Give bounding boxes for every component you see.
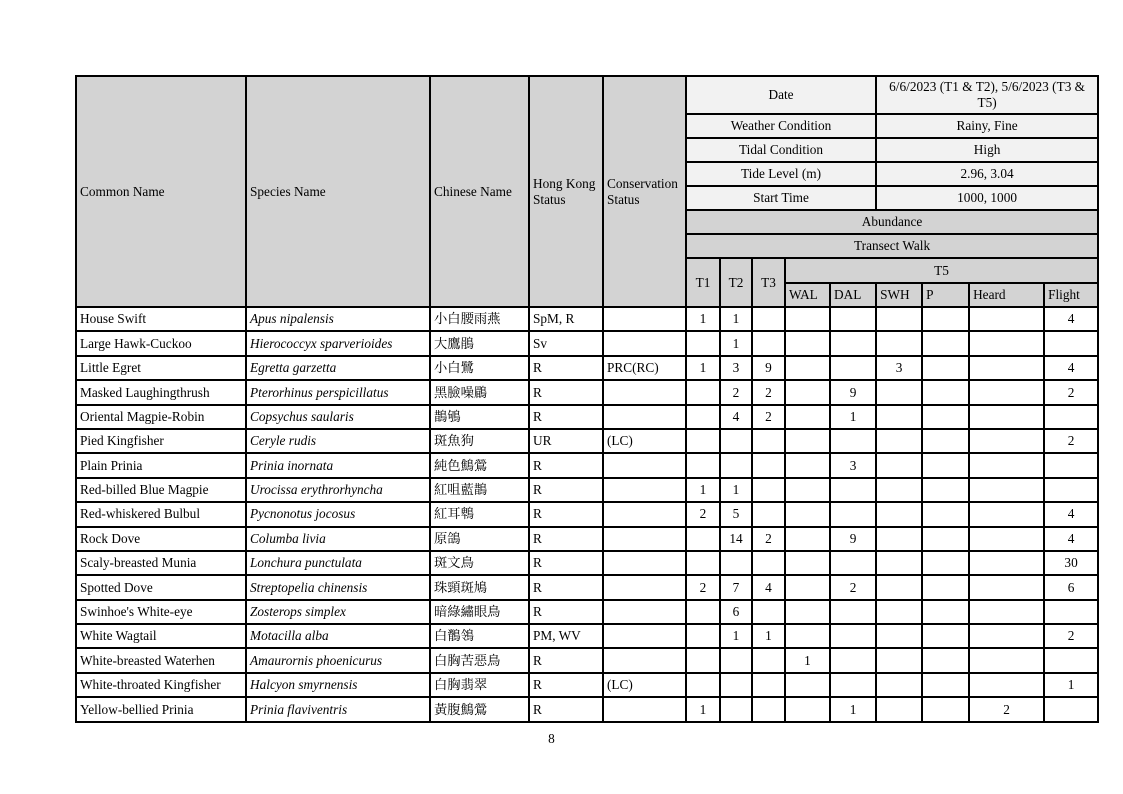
cell-swh (876, 527, 922, 551)
cell-t2 (720, 673, 752, 697)
cell-wal (785, 453, 830, 477)
cell-conservation-status: (LC) (603, 429, 686, 453)
cell-flight (1044, 405, 1098, 429)
table-row (76, 307, 1098, 331)
species-name-header: Species Name (246, 76, 430, 307)
cell-swh (876, 478, 922, 502)
cell-t3: 2 (752, 405, 785, 429)
cell-dal: 1 (830, 697, 876, 721)
start-time-value: 1000, 1000 (876, 186, 1098, 210)
chinese-name-header: Chinese Name (430, 76, 529, 307)
weather-condition-label: Weather Condition (686, 114, 876, 138)
cell-hong-kong-status: R (529, 478, 603, 502)
cell-p (922, 405, 969, 429)
cell-species-name: Urocissa erythrorhyncha (246, 478, 430, 502)
cell-t3: 4 (752, 575, 785, 599)
cell-heard (969, 356, 1044, 380)
table-row (76, 551, 1098, 575)
cell-heard (969, 307, 1044, 331)
cell-p (922, 697, 969, 721)
cell-swh (876, 429, 922, 453)
cell-flight: 1 (1044, 673, 1098, 697)
cell-swh (876, 624, 922, 648)
cell-swh (876, 307, 922, 331)
cell-heard (969, 551, 1044, 575)
cell-common-name: Large Hawk-Cuckoo (76, 331, 246, 355)
cell-conservation-status (603, 648, 686, 672)
cell-wal (785, 575, 830, 599)
cell-t2 (720, 648, 752, 672)
cell-t2: 2 (720, 380, 752, 404)
cell-common-name: Oriental Magpie-Robin (76, 405, 246, 429)
cell-species-name: Ceryle rudis (246, 429, 430, 453)
cell-flight: 2 (1044, 380, 1098, 404)
cell-conservation-status (603, 527, 686, 551)
cell-swh (876, 648, 922, 672)
cell-t3 (752, 697, 785, 721)
cell-common-name: Yellow-bellied Prinia (76, 697, 246, 721)
cell-dal (830, 478, 876, 502)
cell-dal (830, 429, 876, 453)
tide-level-label: Tide Level (m) (686, 162, 876, 186)
cell-p (922, 575, 969, 599)
cell-chinese-name: 紅耳鵯 (430, 502, 529, 526)
cell-wal: 1 (785, 648, 830, 672)
cell-species-name: Halcyon smyrnensis (246, 673, 430, 697)
cell-p (922, 648, 969, 672)
cell-hong-kong-status: R (529, 380, 603, 404)
cell-t3 (752, 551, 785, 575)
cell-t2: 1 (720, 624, 752, 648)
tide-level-value: 2.96, 3.04 (876, 162, 1098, 186)
cell-chinese-name: 斑文鳥 (430, 551, 529, 575)
tidal-condition-value: High (876, 138, 1098, 162)
cell-swh (876, 331, 922, 355)
cell-dal (830, 331, 876, 355)
table-row (76, 478, 1098, 502)
t1-header: T1 (686, 258, 720, 307)
table-row (76, 648, 1098, 672)
cell-t2: 1 (720, 478, 752, 502)
cell-dal: 3 (830, 453, 876, 477)
cell-chinese-name: 白胸苦惡鳥 (430, 648, 529, 672)
abundance-header: Abundance (686, 210, 1098, 234)
cell-p (922, 673, 969, 697)
cell-hong-kong-status: R (529, 405, 603, 429)
cell-t1: 1 (686, 356, 720, 380)
cell-flight (1044, 697, 1098, 721)
cell-dal: 2 (830, 575, 876, 599)
cell-species-name: Prinia inornata (246, 453, 430, 477)
cell-chinese-name: 原鴿 (430, 527, 529, 551)
cell-conservation-status (603, 624, 686, 648)
cell-t1 (686, 380, 720, 404)
cell-wal (785, 502, 830, 526)
cell-swh (876, 575, 922, 599)
cell-common-name: Pied Kingfisher (76, 429, 246, 453)
cell-t2 (720, 429, 752, 453)
cell-flight: 4 (1044, 502, 1098, 526)
dal-header: DAL (830, 283, 876, 307)
tidal-condition-label: Tidal Condition (686, 138, 876, 162)
cell-t1 (686, 624, 720, 648)
cell-t2: 14 (720, 527, 752, 551)
cell-wal (785, 478, 830, 502)
cell-t1 (686, 648, 720, 672)
table-row (76, 405, 1098, 429)
cell-wal (785, 356, 830, 380)
cell-t3 (752, 429, 785, 453)
cell-common-name: Rock Dove (76, 527, 246, 551)
cell-common-name: Red-billed Blue Magpie (76, 478, 246, 502)
cell-conservation-status (603, 331, 686, 355)
cell-heard (969, 453, 1044, 477)
start-time-label: Start Time (686, 186, 876, 210)
table-row (76, 624, 1098, 648)
cell-t3 (752, 600, 785, 624)
cell-t3: 2 (752, 380, 785, 404)
cell-p (922, 478, 969, 502)
table-row (76, 697, 1098, 721)
cell-t1 (686, 527, 720, 551)
cell-t2: 1 (720, 331, 752, 355)
cell-hong-kong-status: R (529, 575, 603, 599)
cell-species-name: Hierococcyx sparverioides (246, 331, 430, 355)
cell-p (922, 527, 969, 551)
table-row (76, 527, 1098, 551)
cell-heard (969, 527, 1044, 551)
cell-t1: 2 (686, 575, 720, 599)
cell-t1 (686, 600, 720, 624)
cell-t1 (686, 551, 720, 575)
cell-t1 (686, 673, 720, 697)
cell-t3 (752, 453, 785, 477)
cell-wal (785, 380, 830, 404)
cell-chinese-name: 斑魚狗 (430, 429, 529, 453)
cell-species-name: Amaurornis phoenicurus (246, 648, 430, 672)
cell-chinese-name: 黃腹鷦鶯 (430, 697, 529, 721)
cell-species-name: Motacilla alba (246, 624, 430, 648)
table-row (76, 575, 1098, 599)
date-value: 6/6/2023 (T1 & T2), 5/6/2023 (T3 & T5) (876, 76, 1098, 114)
cell-common-name: White Wagtail (76, 624, 246, 648)
cell-conservation-status (603, 380, 686, 404)
cell-t2 (720, 453, 752, 477)
wal-header: WAL (785, 283, 830, 307)
cell-hong-kong-status: SpM, R (529, 307, 603, 331)
cell-p (922, 624, 969, 648)
cell-flight: 2 (1044, 624, 1098, 648)
cell-species-name: Columba livia (246, 527, 430, 551)
swh-header: SWH (876, 283, 922, 307)
cell-flight: 2 (1044, 429, 1098, 453)
cell-common-name: White-breasted Waterhen (76, 648, 246, 672)
cell-wal (785, 429, 830, 453)
cell-hong-kong-status: PM, WV (529, 624, 603, 648)
cell-swh (876, 551, 922, 575)
cell-swh (876, 502, 922, 526)
document-page (75, 75, 1099, 723)
cell-dal (830, 551, 876, 575)
cell-swh (876, 600, 922, 624)
cell-p (922, 307, 969, 331)
cell-chinese-name: 小白鷺 (430, 356, 529, 380)
cell-t2: 4 (720, 405, 752, 429)
cell-heard (969, 673, 1044, 697)
cell-flight: 6 (1044, 575, 1098, 599)
cell-t2 (720, 551, 752, 575)
cell-t3 (752, 478, 785, 502)
cell-hong-kong-status: R (529, 648, 603, 672)
cell-conservation-status (603, 405, 686, 429)
cell-species-name: Prinia flaviventris (246, 697, 430, 721)
cell-swh (876, 405, 922, 429)
cell-flight: 4 (1044, 307, 1098, 331)
cell-chinese-name: 黑臉噪鶥 (430, 380, 529, 404)
cell-hong-kong-status: R (529, 453, 603, 477)
cell-common-name: Red-whiskered Bulbul (76, 502, 246, 526)
date-label: Date (686, 76, 876, 114)
cell-chinese-name: 珠頸斑鳩 (430, 575, 529, 599)
table-row (76, 502, 1098, 526)
cell-wal (785, 405, 830, 429)
cell-t1: 2 (686, 502, 720, 526)
cell-t3 (752, 648, 785, 672)
table-row (76, 673, 1098, 697)
cell-dal: 9 (830, 527, 876, 551)
cell-dal (830, 624, 876, 648)
cell-t1: 1 (686, 307, 720, 331)
cell-common-name: Swinhoe's White-eye (76, 600, 246, 624)
cell-t1 (686, 453, 720, 477)
cell-t2: 3 (720, 356, 752, 380)
cell-dal (830, 356, 876, 380)
cell-species-name: Apus nipalensis (246, 307, 430, 331)
table-row (76, 600, 1098, 624)
cell-heard: 2 (969, 697, 1044, 721)
table-row (76, 331, 1098, 355)
cell-wal (785, 600, 830, 624)
cell-flight: 4 (1044, 527, 1098, 551)
cell-dal (830, 648, 876, 672)
cell-dal (830, 502, 876, 526)
cell-t2: 6 (720, 600, 752, 624)
cell-hong-kong-status: R (529, 697, 603, 721)
cell-dal (830, 307, 876, 331)
cell-hong-kong-status: UR (529, 429, 603, 453)
cell-flight: 4 (1044, 356, 1098, 380)
flight-header: Flight (1044, 283, 1098, 307)
cell-heard (969, 429, 1044, 453)
cell-chinese-name: 純色鷦鶯 (430, 453, 529, 477)
cell-conservation-status: PRC(RC) (603, 356, 686, 380)
cell-t2 (720, 697, 752, 721)
cell-t3 (752, 331, 785, 355)
cell-conservation-status (603, 307, 686, 331)
cell-swh (876, 380, 922, 404)
cell-species-name: Streptopelia chinensis (246, 575, 430, 599)
cell-flight (1044, 331, 1098, 355)
cell-p (922, 453, 969, 477)
cell-t2: 5 (720, 502, 752, 526)
cell-t2: 1 (720, 307, 752, 331)
conservation-status-header: Conservation Status (603, 76, 686, 307)
cell-p (922, 429, 969, 453)
cell-dal (830, 673, 876, 697)
cell-common-name: Scaly-breasted Munia (76, 551, 246, 575)
cell-flight (1044, 600, 1098, 624)
cell-chinese-name: 大鷹鵑 (430, 331, 529, 355)
cell-conservation-status (603, 453, 686, 477)
cell-t3: 2 (752, 527, 785, 551)
species-table-body (76, 307, 1098, 722)
table-row (76, 380, 1098, 404)
cell-chinese-name: 暗綠繡眼鳥 (430, 600, 529, 624)
cell-species-name: Lonchura punctulata (246, 551, 430, 575)
cell-heard (969, 405, 1044, 429)
cell-wal (785, 673, 830, 697)
cell-swh (876, 453, 922, 477)
cell-conservation-status (603, 478, 686, 502)
cell-wal (785, 551, 830, 575)
t3-header: T3 (752, 258, 785, 307)
cell-heard (969, 478, 1044, 502)
cell-flight (1044, 453, 1098, 477)
hong-kong-status-header: Hong Kong Status (529, 76, 603, 307)
cell-t1: 1 (686, 478, 720, 502)
cell-species-name: Pycnonotus jocosus (246, 502, 430, 526)
cell-hong-kong-status: R (529, 356, 603, 380)
cell-conservation-status: (LC) (603, 673, 686, 697)
cell-t3 (752, 673, 785, 697)
cell-swh: 3 (876, 356, 922, 380)
cell-heard (969, 648, 1044, 672)
cell-conservation-status (603, 697, 686, 721)
cell-t3 (752, 307, 785, 331)
cell-dal: 9 (830, 380, 876, 404)
cell-p (922, 380, 969, 404)
cell-common-name: Masked Laughingthrush (76, 380, 246, 404)
cell-hong-kong-status: Sv (529, 331, 603, 355)
cell-swh (876, 673, 922, 697)
cell-flight (1044, 478, 1098, 502)
cell-p (922, 551, 969, 575)
cell-p (922, 356, 969, 380)
cell-p (922, 502, 969, 526)
cell-t3: 9 (752, 356, 785, 380)
cell-chinese-name: 白鶺鴒 (430, 624, 529, 648)
cell-conservation-status (603, 551, 686, 575)
cell-heard (969, 331, 1044, 355)
cell-dal (830, 600, 876, 624)
cell-flight (1044, 648, 1098, 672)
cell-t2: 7 (720, 575, 752, 599)
cell-chinese-name: 鵲鴝 (430, 405, 529, 429)
cell-species-name: Egretta garzetta (246, 356, 430, 380)
cell-heard (969, 600, 1044, 624)
cell-wal (785, 624, 830, 648)
cell-conservation-status (603, 502, 686, 526)
p-header: P (922, 283, 969, 307)
cell-heard (969, 502, 1044, 526)
cell-common-name: White-throated Kingfisher (76, 673, 246, 697)
cell-conservation-status (603, 575, 686, 599)
transect-walk-header: Transect Walk (686, 234, 1098, 258)
cell-hong-kong-status: R (529, 527, 603, 551)
t2-header: T2 (720, 258, 752, 307)
cell-common-name: Plain Prinia (76, 453, 246, 477)
cell-hong-kong-status: R (529, 502, 603, 526)
cell-conservation-status (603, 600, 686, 624)
table-row (76, 356, 1098, 380)
cell-wal (785, 331, 830, 355)
cell-t3 (752, 502, 785, 526)
table-row (76, 453, 1098, 477)
bird-survey-table (75, 75, 1099, 723)
cell-species-name: Pterorhinus perspicillatus (246, 380, 430, 404)
cell-p (922, 331, 969, 355)
table-row (76, 429, 1098, 453)
heard-header: Heard (969, 283, 1044, 307)
cell-heard (969, 624, 1044, 648)
cell-chinese-name: 小白腰雨燕 (430, 307, 529, 331)
common-name-header: Common Name (76, 76, 246, 307)
cell-t1 (686, 429, 720, 453)
cell-hong-kong-status: R (529, 673, 603, 697)
weather-condition-value: Rainy, Fine (876, 114, 1098, 138)
cell-chinese-name: 白胸翡翠 (430, 673, 529, 697)
cell-common-name: Little Egret (76, 356, 246, 380)
cell-heard (969, 575, 1044, 599)
cell-t1: 1 (686, 697, 720, 721)
page-number: 8 (548, 731, 555, 746)
cell-wal (785, 307, 830, 331)
cell-t3: 1 (752, 624, 785, 648)
cell-wal (785, 697, 830, 721)
cell-species-name: Copsychus saularis (246, 405, 430, 429)
cell-flight: 30 (1044, 551, 1098, 575)
cell-hong-kong-status: R (529, 551, 603, 575)
cell-heard (969, 380, 1044, 404)
cell-wal (785, 527, 830, 551)
cell-common-name: House Swift (76, 307, 246, 331)
cell-dal: 1 (830, 405, 876, 429)
cell-common-name: Spotted Dove (76, 575, 246, 599)
cell-hong-kong-status: R (529, 600, 603, 624)
cell-chinese-name: 紅咀藍鵲 (430, 478, 529, 502)
cell-p (922, 600, 969, 624)
cell-swh (876, 697, 922, 721)
t5-header: T5 (785, 258, 1098, 283)
cell-t1 (686, 331, 720, 355)
cell-t1 (686, 405, 720, 429)
cell-species-name: Zosterops simplex (246, 600, 430, 624)
